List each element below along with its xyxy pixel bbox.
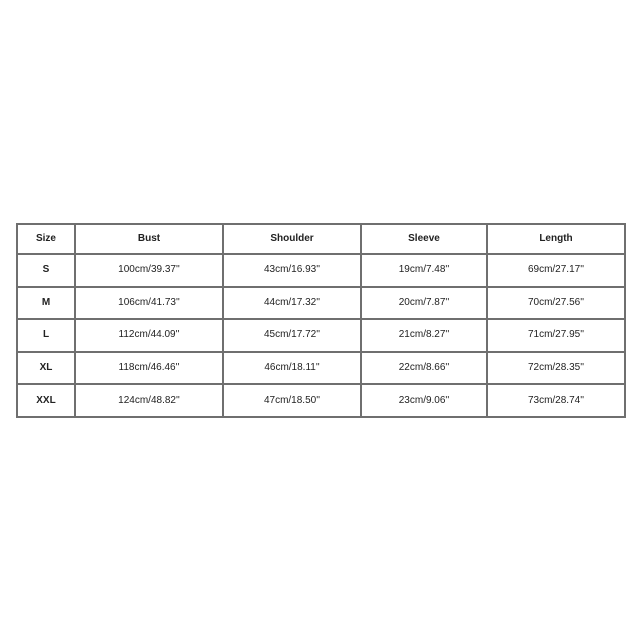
table-row: [17, 384, 625, 417]
bust-cell: 112cm/44.09'': [75, 319, 223, 352]
bust-cell: 106cm/41.73'': [75, 287, 223, 320]
table-header-row: [17, 224, 625, 254]
sleeve-cell: 20cm/7.87'': [361, 287, 487, 320]
size-chart-table: [16, 223, 626, 418]
bust-cell: 100cm/39.37'': [75, 254, 223, 287]
length-cell: 69cm/27.17'': [487, 254, 625, 287]
sleeve-cell: 21cm/8.27'': [361, 319, 487, 352]
length-cell: 71cm/27.95'': [487, 319, 625, 352]
bust-cell: 124cm/48.82'': [75, 384, 223, 417]
table-row: [17, 319, 625, 352]
size-cell: M: [17, 287, 75, 320]
header-sleeve: Sleeve: [361, 224, 487, 254]
table-row: [17, 287, 625, 320]
table-row: [17, 352, 625, 385]
table-row: [17, 254, 625, 287]
sleeve-cell: 22cm/8.66'': [361, 352, 487, 385]
header-shoulder: Shoulder: [223, 224, 361, 254]
length-cell: 73cm/28.74'': [487, 384, 625, 417]
shoulder-cell: 43cm/16.93'': [223, 254, 361, 287]
sleeve-cell: 23cm/9.06'': [361, 384, 487, 417]
length-cell: 72cm/28.35'': [487, 352, 625, 385]
bust-cell: 118cm/46.46'': [75, 352, 223, 385]
shoulder-cell: 47cm/18.50'': [223, 384, 361, 417]
size-cell: XXL: [17, 384, 75, 417]
header-size: Size: [17, 224, 75, 254]
header-bust: Bust: [75, 224, 223, 254]
length-cell: 70cm/27.56'': [487, 287, 625, 320]
shoulder-cell: 46cm/18.11'': [223, 352, 361, 385]
shoulder-cell: 44cm/17.32'': [223, 287, 361, 320]
size-cell: S: [17, 254, 75, 287]
sleeve-cell: 19cm/7.48'': [361, 254, 487, 287]
size-cell: L: [17, 319, 75, 352]
header-length: Length: [487, 224, 625, 254]
shoulder-cell: 45cm/17.72'': [223, 319, 361, 352]
size-cell: XL: [17, 352, 75, 385]
